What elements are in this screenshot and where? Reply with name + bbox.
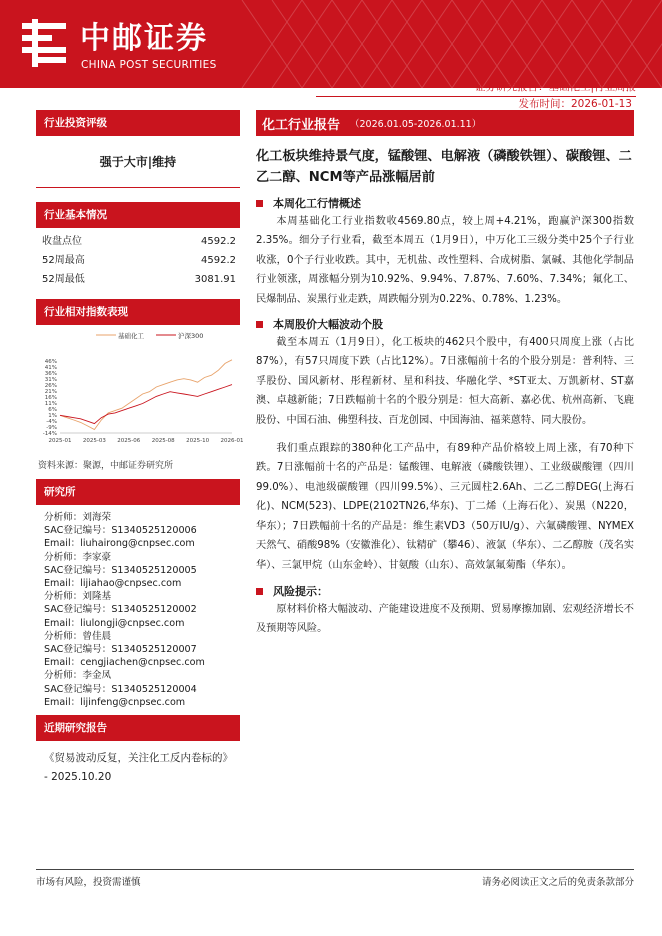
report-title: 化工板块维持景气度，锰酸锂、电解液（磷酸铁锂）、碳酸锂、二乙二醇、NCM等产品涨幅居前 [256, 149, 632, 185]
stat-value: 3081.91 [194, 274, 236, 285]
stat-label: 52周最高 [42, 255, 85, 266]
analyst-line: SAC登记编号：S1340525120002 [44, 604, 197, 616]
y-tick-label: 46% [44, 359, 57, 365]
chart-source: 资料来源：聚源，中邮证券研究所 [38, 461, 174, 471]
analyst-line: 分析师：曾佳晨 [44, 630, 112, 642]
recent-report: 《贸易波动反复，关注化工反内卷标的》 - 2025.10.20 [44, 752, 233, 784]
analyst-line: 分析师：李金凤 [44, 670, 112, 682]
section-title [256, 583, 634, 600]
legend-label: 基础化工 [118, 332, 144, 340]
main-heading-dates: （2026.01.05-2026.01.11） [350, 119, 482, 130]
analyst-line: Email：lijiahao@cnpsec.com [44, 578, 182, 590]
relative-index-chart-svg [36, 325, 244, 455]
section-bullet-icon [256, 588, 263, 595]
main-heading-bar [256, 110, 634, 136]
page-footer [36, 869, 634, 888]
y-tick-label: 21% [44, 389, 57, 395]
x-tick-label: 2026-01 [220, 438, 244, 444]
x-tick-label: 2025-08 [151, 438, 175, 444]
section-title [256, 316, 634, 333]
y-tick-label: 36% [44, 371, 57, 377]
stat-label: 收盘点位 [42, 236, 82, 247]
analyst-line: Email：cengjiachen@cnpsec.com [44, 657, 205, 669]
basic-info-heading: 行业基本情况 [36, 202, 240, 228]
main-content [256, 110, 634, 639]
analyst-line: 分析师：李家豪 [44, 551, 112, 563]
y-tick-label: 6% [48, 407, 57, 413]
footer-right: 请务必阅读正文之后的免责条款部分 [481, 877, 634, 888]
china-post-logo-icon [18, 17, 70, 69]
section-bullet-icon [256, 321, 263, 328]
paragraph: 本周基础化工行业指数收4569.80点，较上周+4.21%，跑赢沪深300指数2.35%。细分子行业看，截至本周五（1月9日），中万化工三级分类中25个子行业收涨，0个子行业收跌。其中，无机盐、改性塑料、合成树脂、氯碱、其他化学制品行业领涨，周涨幅分别为10.92%、9.94%、7.87%、7.60%、7.34%；氟化工、民爆制品、炭黑行业走跌，周跌幅分别为0.22%、0.78%、1.23%。 [256, 216, 634, 305]
publish-date: 发布时间：2026-01-13 [518, 98, 632, 110]
section-title-text: 风险提示： [273, 584, 328, 598]
sidebar [36, 110, 244, 787]
y-tick-label: 41% [44, 365, 57, 371]
stat-row [36, 270, 240, 289]
analyst-line: Email：liuhairong@cnpsec.com [44, 538, 195, 550]
recent-heading: 近期研究报告 [36, 715, 240, 741]
basic-stats [36, 228, 240, 289]
stat-value: 4592.2 [201, 236, 236, 247]
y-tick-label: 16% [44, 395, 57, 401]
section-title-text: 本周化工行情概述 [273, 197, 361, 210]
series-line-沪深300 [60, 385, 232, 424]
paragraph: 截至本周五（1月9日），化工板块的462只个股中，有400只周度上涨（占比87%），有57只周度下跌（占比12%）。7日涨幅前十名的个股分别是：普利特、三孚股份、国风新材、彤程新材、星和科技、华融化学、*ST亚太、万凯新材、ST嘉澳、卓越新能；7日跌幅前十名的个股分别是：恒大高新、嘉必优、杭州高新、飞鹿股份、中国石油、佛塑科技、百龙创园、中国海油、福莱蒽特、同大股份。 [256, 337, 634, 426]
rating-heading: 行业投资评级 [36, 110, 240, 136]
x-tick-label: 2025-03 [82, 438, 106, 444]
x-tick-label: 2025-10 [186, 438, 210, 444]
logo-text-en: CHINA POST SECURITIES [81, 59, 217, 71]
logo-text-cn: 中邮证券 [80, 21, 208, 56]
report-type-line [316, 75, 636, 97]
x-tick-label: 2025-06 [117, 438, 141, 444]
stat-value: 4592.2 [201, 255, 236, 266]
analyst-line: SAC登记编号：S1340525120005 [44, 564, 197, 576]
analyst-list [36, 505, 240, 715]
legend-label: 沪深300 [178, 332, 204, 340]
analyst-line: Email：liulongji@cnpsec.com [44, 617, 185, 629]
analyst-line: SAC登记编号：S1340525120007 [44, 644, 197, 656]
section-title-text: 本周股价大幅波动个股 [273, 318, 383, 332]
paragraph: 我们重点跟踪的380种化工产品中，有89种产品价格较上周上涨，有70种下跌。7日涨幅前十名的产品是：锰酸锂、电解液（磷酸铁锂）、工业级碳酸锂（四川99.0%）、电池级碳酸锂（四川99.5%）、三元圆柱2.6Ah、二乙二醇DEG(上海石化)、NCM(523)、LDPE(2102TN26,华东)、丁二烯（上海石化）、炭黑（N220，华东）；7日跌幅前十名的产品是：维生素VD3（50万IU/g）、六氟磷酸锂、NYMEX天然气、硝酸98%（安徽淮化）、钛精矿（攀46）、液氯（华东）、二乙醇胺（茂名实华）、三氯甲烷（山东金岭）、甘氨酸（山东）、高效氯氟菊酯（华东）。 [256, 443, 634, 571]
y-tick-label: -4% [46, 419, 57, 425]
section-bullet-icon [256, 200, 263, 207]
analyst-line: SAC登记编号：S1340525120004 [44, 683, 197, 695]
relative-index-chart [36, 325, 244, 455]
x-tick-label: 2025-01 [48, 438, 72, 444]
analyst-line: Email：lijinfeng@cnpsec.com [44, 696, 186, 708]
report-type: 证券研究报告：基础化工|行业周报 [474, 81, 636, 93]
y-tick-label: 26% [44, 383, 57, 389]
stat-label: 52周最低 [42, 274, 85, 285]
industry-rating: 强于大市|维持 [36, 136, 240, 188]
footer-left: 市场有风险，投资需谨慎 [36, 877, 141, 888]
stat-row [36, 232, 240, 251]
stat-row [36, 251, 240, 270]
y-tick-label: -14% [42, 431, 57, 437]
y-tick-label: -9% [46, 425, 57, 431]
y-tick-label: 1% [48, 413, 57, 419]
series-line-基础化工 [60, 360, 232, 430]
section-title [256, 195, 634, 212]
analyst-line: 分析师：刘海荣 [44, 512, 112, 523]
analyst-line: SAC登记编号：S1340525120006 [44, 525, 197, 537]
analyst-line: 分析师：刘隆基 [44, 591, 112, 603]
analyst-heading: 研究所 [36, 479, 240, 505]
paragraph: 原材料价格大幅波动、产能建设进度不及预期、贸易摩擦加剧、宏观经济增长不及预期等风险。 [256, 603, 634, 635]
y-tick-label: 11% [44, 401, 57, 407]
perf-heading: 行业相对指数表现 [36, 299, 240, 325]
y-tick-label: 31% [44, 377, 57, 383]
main-heading: 化工行业报告 [262, 117, 341, 133]
